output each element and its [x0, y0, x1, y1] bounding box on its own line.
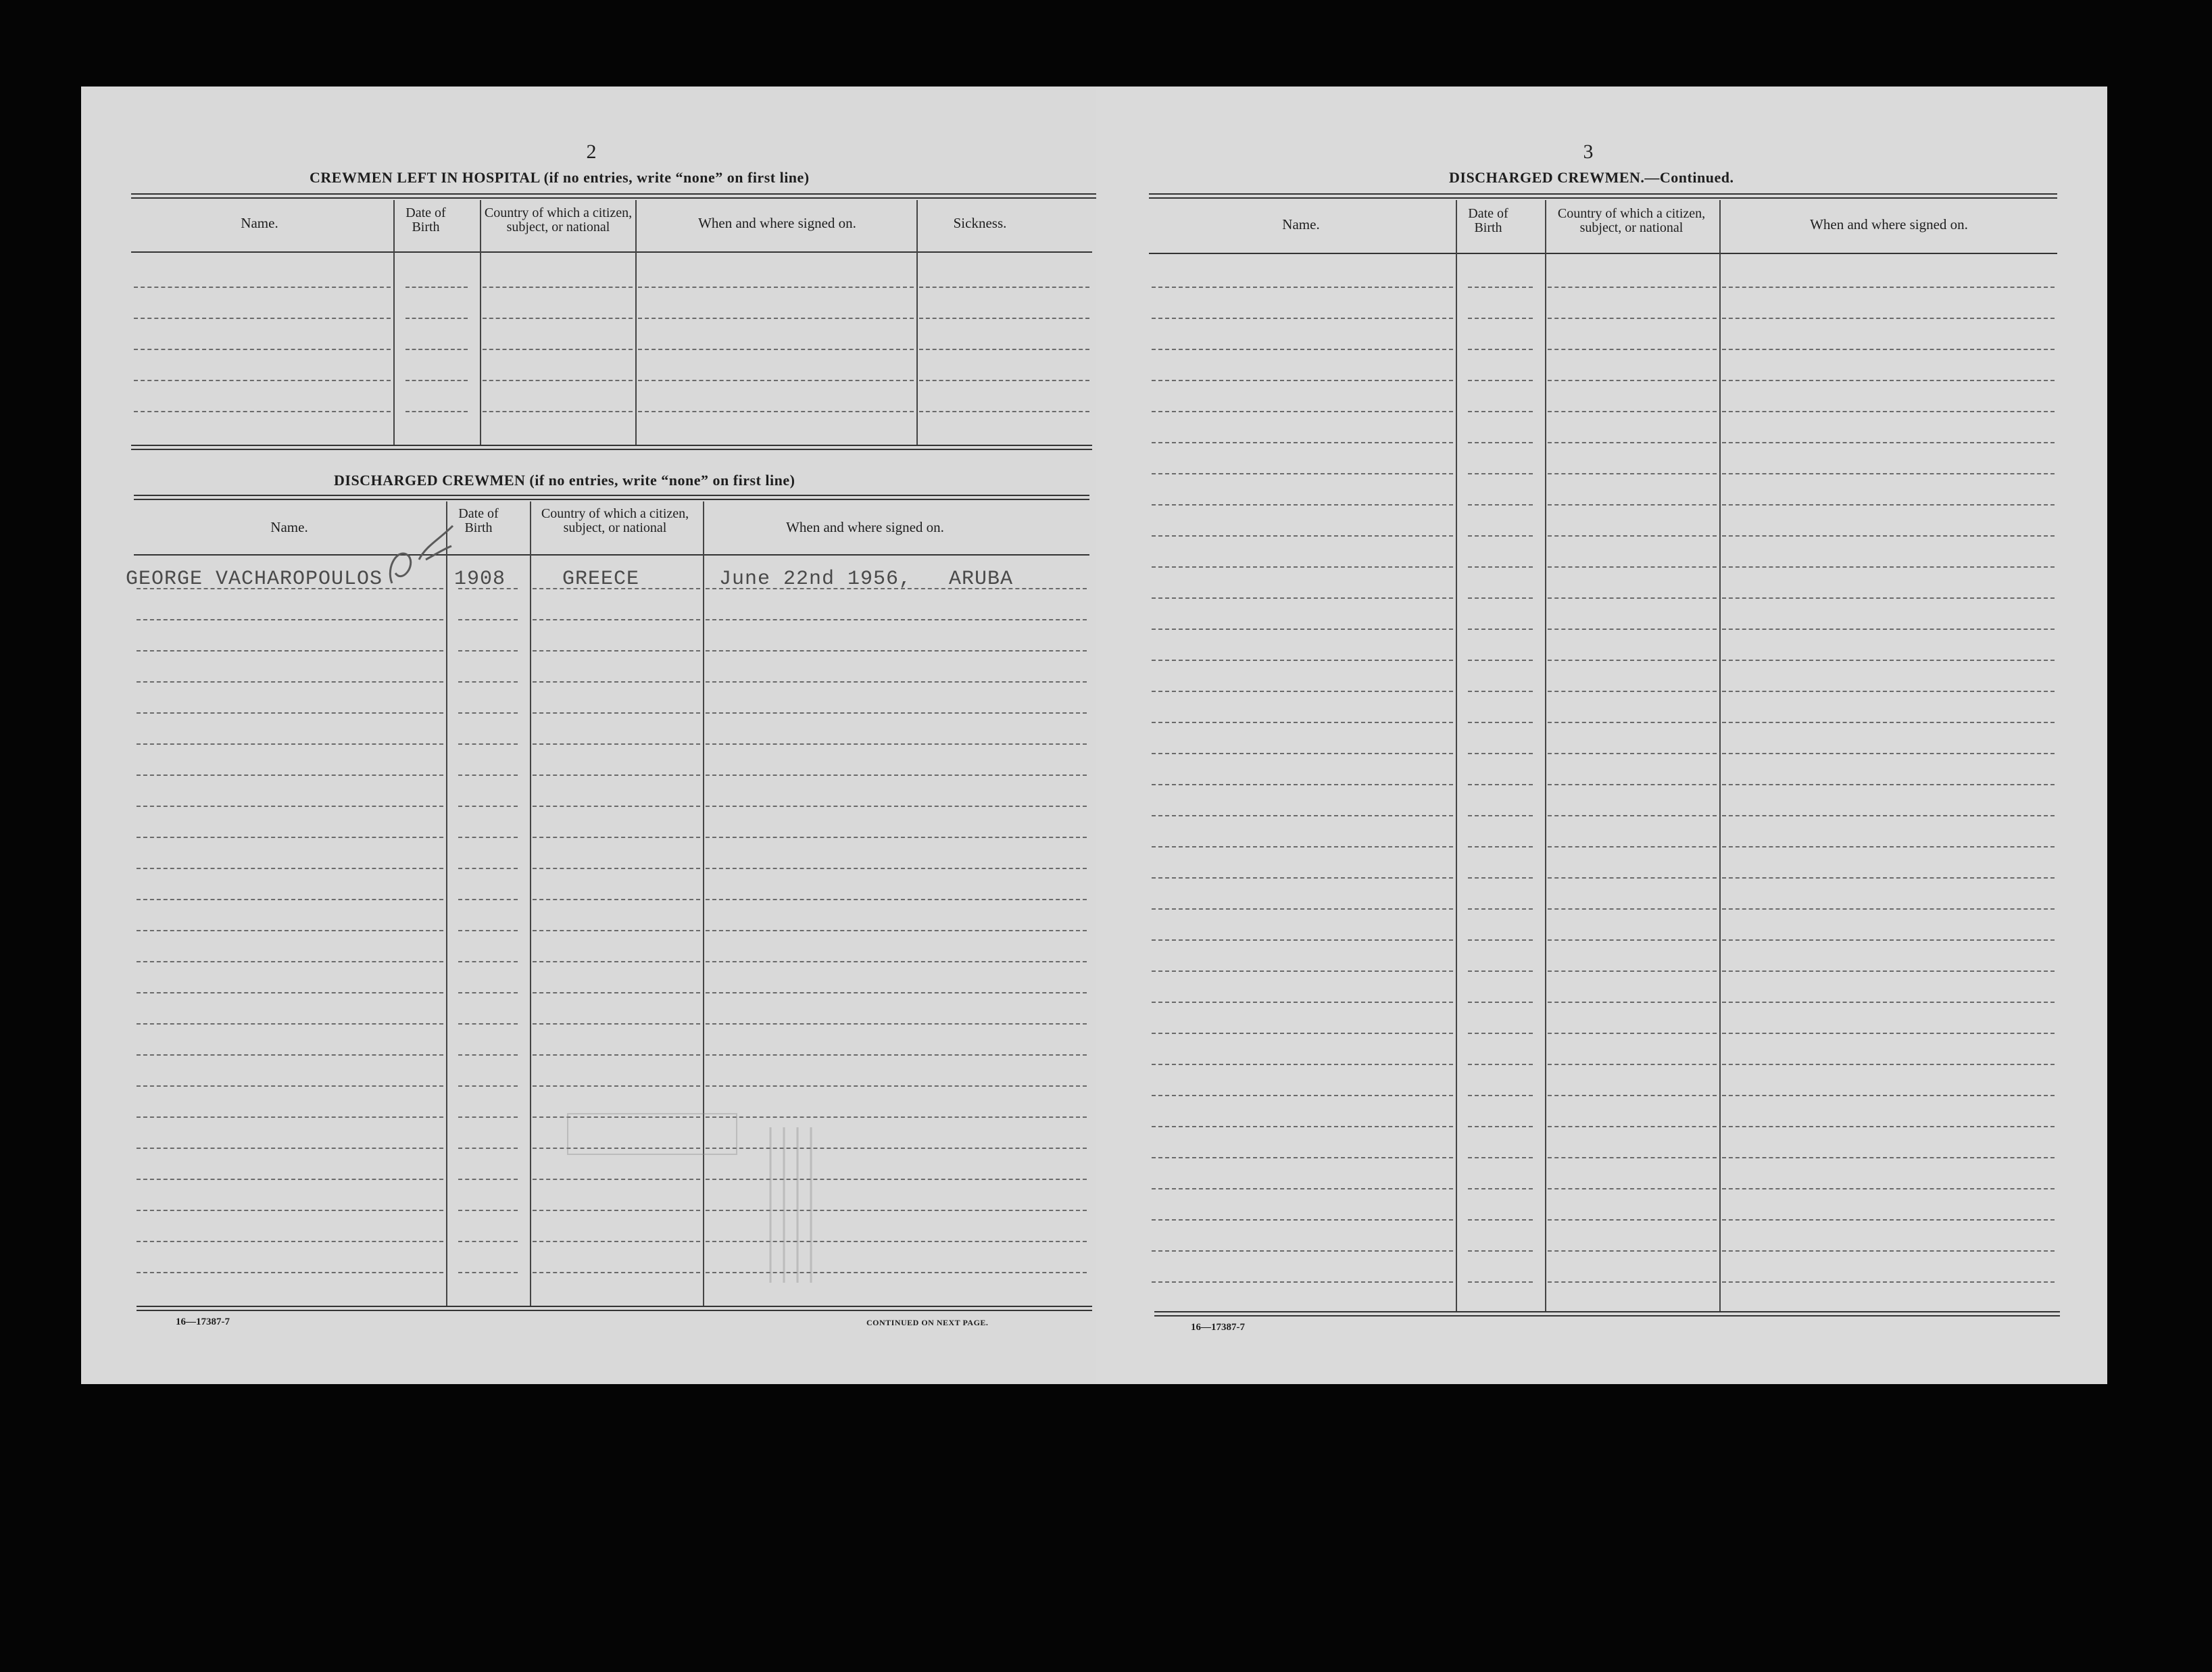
hospital-entry-line	[134, 380, 391, 381]
hospital-col-name: Name.	[241, 215, 278, 231]
right-entry-line	[1152, 287, 1453, 288]
right-entry-line	[1468, 1002, 1533, 1003]
right-header-bottom	[1149, 253, 2057, 254]
hospital-col-country: Country of which a citizen, subject, or national	[484, 205, 633, 235]
right-entry-line	[1152, 877, 1453, 879]
discharged-entry-line	[533, 681, 700, 683]
discharged-entry-line	[137, 743, 443, 745]
right-entry-line	[1468, 1188, 1533, 1189]
right-entry-line	[1152, 691, 1453, 692]
discharged-header-bottom	[134, 554, 1089, 556]
discharged-entry-line	[458, 712, 518, 714]
hospital-section-title: CREWMEN LEFT IN HOSPITAL (if no entries, write “none” on first line)	[310, 169, 810, 186]
discharged-entry-line	[533, 774, 700, 776]
faint-stamp	[554, 1100, 845, 1296]
hospital-entry-line	[134, 411, 391, 412]
right-entry-line	[1548, 535, 1717, 537]
discharged-entry-line	[533, 650, 700, 651]
right-col-dob: Date of Birth	[1468, 206, 1508, 235]
discharged-entry-line	[137, 1054, 443, 1056]
page-number-left: 2	[586, 141, 597, 163]
right-entry-line	[1468, 535, 1533, 537]
hospital-entry-line	[405, 349, 468, 350]
right-entry-line	[1468, 1281, 1533, 1283]
entry-date-of-birth: 1908	[454, 568, 506, 591]
right-entry-line	[1548, 1033, 1717, 1034]
right-entry-line	[1548, 1002, 1717, 1003]
hospital-entry-line	[919, 380, 1089, 381]
discharged-entry-line	[458, 899, 518, 900]
column-divider	[1719, 200, 1721, 1311]
right-entry-line	[1468, 1157, 1533, 1158]
right-entry-line	[1468, 660, 1533, 661]
discharged-entry-line	[137, 1085, 443, 1087]
right-entry-line	[1152, 411, 1453, 412]
discharged-entry-line	[137, 837, 443, 838]
hospital-bottom-rule	[131, 445, 1092, 450]
right-col-country: Country of which a citizen, subject, or national	[1557, 206, 1706, 235]
right-entry-line	[1722, 1250, 2055, 1252]
right-entry-line	[1722, 1219, 2055, 1221]
discharged-entry-line	[706, 837, 1087, 838]
hospital-entry-line	[919, 287, 1089, 288]
right-entry-line	[1548, 380, 1717, 381]
discharged-entry-line	[458, 1116, 518, 1118]
right-entry-line	[1722, 1064, 2055, 1065]
discharged-entry-line	[137, 650, 443, 651]
right-entry-line	[1152, 566, 1453, 568]
right-entry-line	[1152, 1064, 1453, 1065]
discharged-entry-line	[458, 1085, 518, 1087]
right-entry-line	[1548, 939, 1717, 941]
column-divider	[635, 200, 637, 445]
right-entry-line	[1722, 1157, 2055, 1158]
right-entry-line	[1548, 442, 1717, 443]
right-entry-line	[1152, 939, 1453, 941]
discharged-entry-line	[706, 1085, 1087, 1087]
discharged-section-title: DISCHARGED CREWMEN (if no entries, write “none” on first line)	[334, 472, 795, 489]
right-entry-line	[1468, 349, 1533, 350]
right-entry-line	[1152, 1219, 1453, 1221]
right-entry-line	[1722, 753, 2055, 754]
discharged-entry-line	[458, 1210, 518, 1211]
right-entry-line	[1152, 1002, 1453, 1003]
discharged-entry-line	[533, 619, 700, 620]
discharged-col-country: Country of which a citizen, subject, or national	[541, 506, 689, 535]
right-entry-line	[1548, 504, 1717, 506]
hospital-entry-line	[405, 380, 468, 381]
right-entry-line	[1722, 908, 2055, 910]
discharged-entry-line	[137, 1241, 443, 1242]
discharged-entry-line	[706, 712, 1087, 714]
discharged-entry-line	[458, 806, 518, 807]
right-entry-line	[1548, 473, 1717, 474]
right-entry-line	[1152, 1033, 1453, 1034]
right-entry-line	[1468, 908, 1533, 910]
right-entry-line	[1468, 1064, 1533, 1065]
discharged-entry-line	[706, 961, 1087, 962]
hospital-entry-line	[405, 318, 468, 319]
right-entry-line	[1152, 1126, 1453, 1127]
right-entry-line	[1548, 722, 1717, 723]
right-entry-line	[1722, 411, 2055, 412]
right-entry-line	[1468, 722, 1533, 723]
right-entry-line	[1468, 318, 1533, 319]
right-entry-line	[1548, 287, 1717, 288]
discharged-entry-line	[706, 681, 1087, 683]
right-entry-line	[1152, 597, 1453, 599]
right-entry-line	[1152, 660, 1453, 661]
discharged-entry-line	[533, 961, 700, 962]
handwritten-mark	[378, 519, 466, 593]
right-entry-line	[1468, 784, 1533, 785]
continued-note: CONTINUED ON NEXT PAGE.	[866, 1318, 989, 1327]
discharged-col-name: Name.	[270, 519, 308, 535]
right-entry-line	[1722, 877, 2055, 879]
right-entry-line	[1152, 629, 1453, 630]
discharged-entry-line	[137, 712, 443, 714]
hospital-entry-line	[483, 287, 633, 288]
right-entry-line	[1152, 1281, 1453, 1283]
discharged-entry-line	[458, 1272, 518, 1273]
right-entry-line	[1722, 660, 2055, 661]
entry-country: GREECE	[562, 568, 640, 591]
right-entry-line	[1152, 908, 1453, 910]
left-page	[81, 87, 1102, 1384]
right-entry-line	[1548, 784, 1717, 785]
column-divider	[446, 501, 447, 1306]
discharged-entry-line	[706, 743, 1087, 745]
right-entry-line	[1152, 846, 1453, 847]
discharged-entry-line	[706, 868, 1087, 869]
right-entry-line	[1722, 287, 2055, 288]
right-entry-line	[1722, 815, 2055, 816]
discharged-entry-line	[533, 930, 700, 931]
right-entry-line	[1722, 566, 2055, 568]
discharged-entry-line	[458, 774, 518, 776]
right-entry-line	[1722, 629, 2055, 630]
discharged-entry-line	[137, 1210, 443, 1211]
right-entry-line	[1152, 473, 1453, 474]
right-entry-line	[1722, 1095, 2055, 1096]
discharged-col-signed-on: When and where signed on.	[786, 519, 944, 535]
right-entry-line	[1548, 753, 1717, 754]
discharged-entry-line	[706, 806, 1087, 807]
right-entry-line	[1548, 660, 1717, 661]
hospital-entry-line	[483, 411, 633, 412]
column-divider	[480, 200, 481, 445]
discharged-entry-line	[458, 961, 518, 962]
discharged-entry-line	[533, 837, 700, 838]
right-entry-line	[1722, 939, 2055, 941]
discharged-entry-line	[458, 930, 518, 931]
discharged-entry-line	[458, 1179, 518, 1180]
hospital-entry-line	[919, 318, 1089, 319]
column-divider	[393, 200, 395, 445]
discharged-entry-line	[706, 992, 1087, 993]
hospital-entry-line	[638, 380, 914, 381]
right-entry-line	[1548, 411, 1717, 412]
discharged-entry-line	[137, 899, 443, 900]
hospital-entry-line	[134, 318, 391, 319]
hospital-entry-line	[405, 287, 468, 288]
form-number-right: 16—17387-7	[1191, 1322, 1245, 1333]
right-entry-line	[1152, 815, 1453, 816]
right-entry-line	[1548, 877, 1717, 879]
right-entry-line	[1152, 1250, 1453, 1252]
hospital-entry-line	[483, 380, 633, 381]
right-entry-line	[1722, 722, 2055, 723]
discharged-entry-line	[458, 837, 518, 838]
right-entry-line	[1722, 1002, 2055, 1003]
hospital-entry-line	[638, 349, 914, 350]
discharged-entry-line	[533, 868, 700, 869]
right-entry-line	[1468, 380, 1533, 381]
right-entry-line	[1468, 939, 1533, 941]
discharged-entry-line	[458, 1241, 518, 1242]
right-entry-line	[1722, 349, 2055, 350]
discharged-entry-line	[137, 992, 443, 993]
right-entry-line	[1152, 753, 1453, 754]
hospital-entry-line	[483, 318, 633, 319]
right-entry-line	[1468, 753, 1533, 754]
right-entry-line	[1152, 504, 1453, 506]
right-col-signed-on: When and where signed on.	[1810, 216, 1968, 232]
right-entry-line	[1548, 908, 1717, 910]
right-entry-line	[1548, 629, 1717, 630]
discharged-entry-line	[533, 992, 700, 993]
entry-signed-on-place: ARUBA	[949, 568, 1014, 591]
discharged-col-dob: Date of Birth	[458, 506, 499, 535]
hospital-entry-line	[919, 349, 1089, 350]
right-entry-line	[1468, 473, 1533, 474]
right-bottom-rule	[1154, 1311, 2060, 1317]
right-entry-line	[1468, 597, 1533, 599]
hospital-entry-line	[638, 318, 914, 319]
right-entry-line	[1152, 318, 1453, 319]
right-entry-line	[1548, 349, 1717, 350]
right-entry-line	[1548, 1219, 1717, 1221]
right-entry-line	[1548, 318, 1717, 319]
right-entry-line	[1152, 1157, 1453, 1158]
page-number-right: 3	[1583, 141, 1594, 163]
right-entry-line	[1722, 970, 2055, 972]
discharged-entry-line	[533, 899, 700, 900]
right-entry-line	[1152, 535, 1453, 537]
discharged-entry-line	[137, 1116, 443, 1118]
right-entry-line	[1468, 877, 1533, 879]
discharged-entry-line	[137, 1272, 443, 1273]
right-entry-line	[1152, 784, 1453, 785]
right-entry-line	[1722, 597, 2055, 599]
hospital-entry-line	[134, 287, 391, 288]
right-entry-line	[1722, 473, 2055, 474]
discharged-entry-line	[137, 930, 443, 931]
discharged-entry-line	[533, 1023, 700, 1025]
right-entry-line	[1548, 566, 1717, 568]
right-entry-line	[1468, 1095, 1533, 1096]
discharged-entry-line	[533, 743, 700, 745]
form-number-left: 16—17387-7	[176, 1317, 230, 1327]
discharged-entry-line	[458, 992, 518, 993]
hospital-entry-line	[134, 349, 391, 350]
hospital-col-sickness: Sickness.	[953, 215, 1007, 231]
entry-name: GEORGE VACHAROPOULOS	[126, 568, 383, 591]
right-entry-line	[1468, 846, 1533, 847]
discharged-entry-line	[137, 868, 443, 869]
discharged-entry-line	[706, 1023, 1087, 1025]
right-entry-line	[1468, 970, 1533, 972]
right-entry-line	[1548, 815, 1717, 816]
discharged-entry-line	[458, 681, 518, 683]
right-col-name: Name.	[1282, 216, 1320, 232]
right-entry-line	[1468, 1219, 1533, 1221]
discharged-entry-line	[137, 681, 443, 683]
discharged-entry-line	[706, 1054, 1087, 1056]
hospital-entry-line	[405, 411, 468, 412]
right-entry-line	[1722, 1188, 2055, 1189]
column-divider	[1456, 200, 1457, 1311]
right-entry-line	[1152, 970, 1453, 972]
right-entry-line	[1722, 535, 2055, 537]
hospital-entry-line	[919, 411, 1089, 412]
right-entry-line	[1468, 815, 1533, 816]
right-entry-line	[1152, 1095, 1453, 1096]
right-entry-line	[1548, 691, 1717, 692]
hospital-entry-line	[638, 287, 914, 288]
right-entry-line	[1468, 1033, 1533, 1034]
discharged-entry-line	[458, 1148, 518, 1149]
discharged-entry-line	[706, 619, 1087, 620]
discharged-entry-line	[137, 1148, 443, 1149]
discharged-entry-line	[706, 930, 1087, 931]
right-entry-line	[1548, 1250, 1717, 1252]
right-entry-line	[1722, 784, 2055, 785]
right-entry-line	[1468, 411, 1533, 412]
right-entry-line	[1468, 442, 1533, 443]
right-entry-line	[1548, 1188, 1717, 1189]
right-entry-line	[1152, 442, 1453, 443]
right-entry-line	[1722, 846, 2055, 847]
right-entry-line	[1722, 1281, 2055, 1283]
right-entry-line	[1152, 380, 1453, 381]
discharged-entry-line	[533, 1085, 700, 1087]
discharged-entry-line	[137, 1179, 443, 1180]
discharged-entry-line	[458, 619, 518, 620]
hospital-entry-line	[483, 349, 633, 350]
right-entry-line	[1548, 1157, 1717, 1158]
discharged-entry-line	[533, 806, 700, 807]
right-entry-line	[1548, 1281, 1717, 1283]
right-entry-line	[1548, 1064, 1717, 1065]
right-entry-line	[1468, 691, 1533, 692]
right-entry-line	[1548, 1126, 1717, 1127]
right-entry-line	[1152, 349, 1453, 350]
hospital-col-signed-on: When and where signed on.	[698, 215, 856, 231]
discharged-entry-line	[137, 961, 443, 962]
right-entry-line	[1722, 380, 2055, 381]
discharged-header-rule	[134, 495, 1089, 500]
right-entry-line	[1548, 597, 1717, 599]
hospital-header-bottom	[131, 251, 1092, 253]
discharged-entry-line	[137, 806, 443, 807]
right-header-rule	[1149, 193, 2057, 199]
right-entry-line	[1468, 504, 1533, 506]
hospital-entry-line	[638, 411, 914, 412]
discharged-entry-line	[706, 774, 1087, 776]
discharged-entry-line	[533, 1054, 700, 1056]
discharged-entry-line	[458, 1054, 518, 1056]
entry-signed-on: June 22nd 1956,	[719, 568, 912, 591]
discharged-entry-line	[137, 774, 443, 776]
right-entry-line	[1152, 1188, 1453, 1189]
discharged-entry-line	[458, 1023, 518, 1025]
right-entry-line	[1468, 566, 1533, 568]
right-page	[1096, 87, 2107, 1384]
right-entry-line	[1722, 691, 2055, 692]
right-entry-line	[1722, 1033, 2055, 1034]
right-section-title: DISCHARGED CREWMEN.—Continued.	[1449, 169, 1734, 186]
column-divider	[530, 501, 531, 1306]
right-entry-line	[1468, 1126, 1533, 1127]
discharged-entry-line	[458, 650, 518, 651]
right-entry-line	[1468, 1250, 1533, 1252]
right-entry-line	[1722, 1126, 2055, 1127]
discharged-entry-line	[137, 619, 443, 620]
column-divider	[1545, 200, 1546, 1311]
discharged-entry-line	[706, 899, 1087, 900]
right-entry-line	[1548, 970, 1717, 972]
discharged-entry-line	[533, 712, 700, 714]
discharged-entry-line	[137, 1023, 443, 1025]
hospital-header-rule	[131, 193, 1118, 199]
right-entry-line	[1468, 629, 1533, 630]
right-entry-line	[1152, 722, 1453, 723]
discharged-entry-line	[458, 743, 518, 745]
discharged-entry-line	[706, 650, 1087, 651]
right-entry-line	[1722, 504, 2055, 506]
right-entry-line	[1548, 1095, 1717, 1096]
discharged-bottom-rule	[137, 1306, 1092, 1311]
column-divider	[916, 200, 918, 445]
right-entry-line	[1548, 846, 1717, 847]
discharged-entry-line	[458, 868, 518, 869]
right-entry-line	[1468, 287, 1533, 288]
hospital-col-dob: Date of Birth	[405, 205, 446, 235]
right-entry-line	[1722, 442, 2055, 443]
right-entry-line	[1722, 318, 2055, 319]
